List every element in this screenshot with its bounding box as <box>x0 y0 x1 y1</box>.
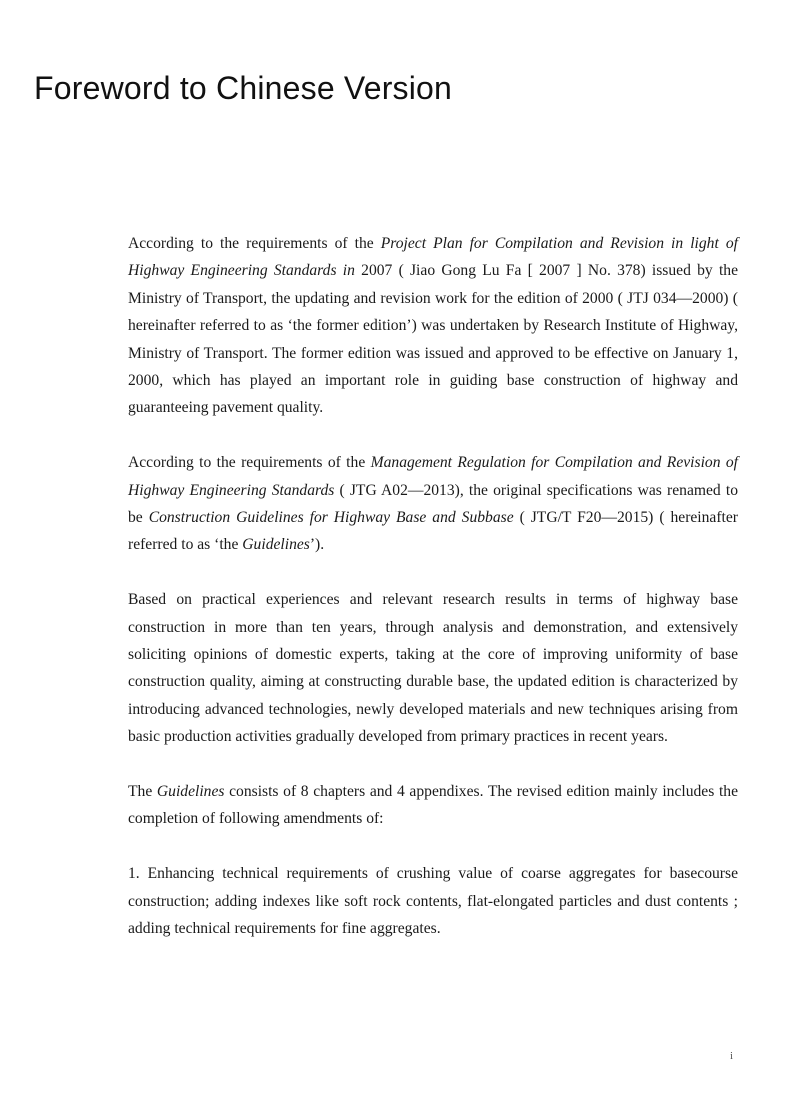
text-segment: According to the requirements of the <box>128 235 381 252</box>
text-segment: The <box>128 783 157 801</box>
text-segment: ’). <box>309 536 325 554</box>
text-segment: 2007 ( Jiao Gong Lu Fa [ 2007 ] No. 378) issued by the Ministry of Transport, the updating and revision work for the edition of 2000 ( JTJ 034—2000) ( hereinafter referred to as ‘the former edition’) was undertaken by Research Institute of Highway, Ministry of Transport. The former edition was issued and approved to be effective on January 1, 2000, which has played an important role in guiding base construction of highway and guaranteeing pavement quality. <box>128 262 739 417</box>
text-segment: ( JTG/T F20—2015) ( hereinafter referred to as ‘the <box>128 509 738 554</box>
paragraph-4 <box>128 778 738 833</box>
paragraph-3 <box>128 586 738 750</box>
document-title-italic: Construction Guidelines for Highway Base and Subbase <box>148 509 514 527</box>
document-title-italic: Project Plan for Compilation and Revision in light of Highway Engineering Standards in <box>128 235 738 280</box>
page-number: i <box>730 1050 734 1062</box>
text-segment: According to the requirements of the <box>128 454 371 472</box>
guidelines-italic: Guidelines <box>242 536 310 554</box>
amendment-item-1 <box>128 860 738 942</box>
text-segment: 1. Enhancing technical requirements of crushing value of coarse aggregates for basecourse construction; adding indexes like soft rock contents, flat-elongated particles and dust contents ; adding technical requirements for fine aggregates. <box>128 865 738 938</box>
text-segment: ( JTG A02—2013), the original specifications was renamed to be <box>128 481 738 527</box>
paragraph-2 <box>128 449 738 559</box>
text-segment: consists of 8 chapters and 4 appendixes. The revised edition mainly includes the completion of following amendments of: <box>128 783 738 828</box>
document-title-italic: Management Regulation for Compilation and Revision of Highway Engineering Standards <box>128 454 738 499</box>
text-segment: Based on practical experiences and relevant research results in terms of highway base construction in more than ten years, through analysis and demonstration, and extensively soliciting opinions of domestic experts, taking at the core of improving uniformity of base construction quality, aiming at constructing durable base, the updated edition is characterized by introducing advanced technologies, newly developed materials and new techniques arising from basic production activities gradually developed from primary practices in recent years. <box>128 591 738 746</box>
foreword-body <box>128 230 738 970</box>
guidelines-italic: Guidelines <box>156 783 225 801</box>
paragraph-1 <box>128 230 738 422</box>
page-title: Foreword to Chinese Version <box>34 70 453 106</box>
